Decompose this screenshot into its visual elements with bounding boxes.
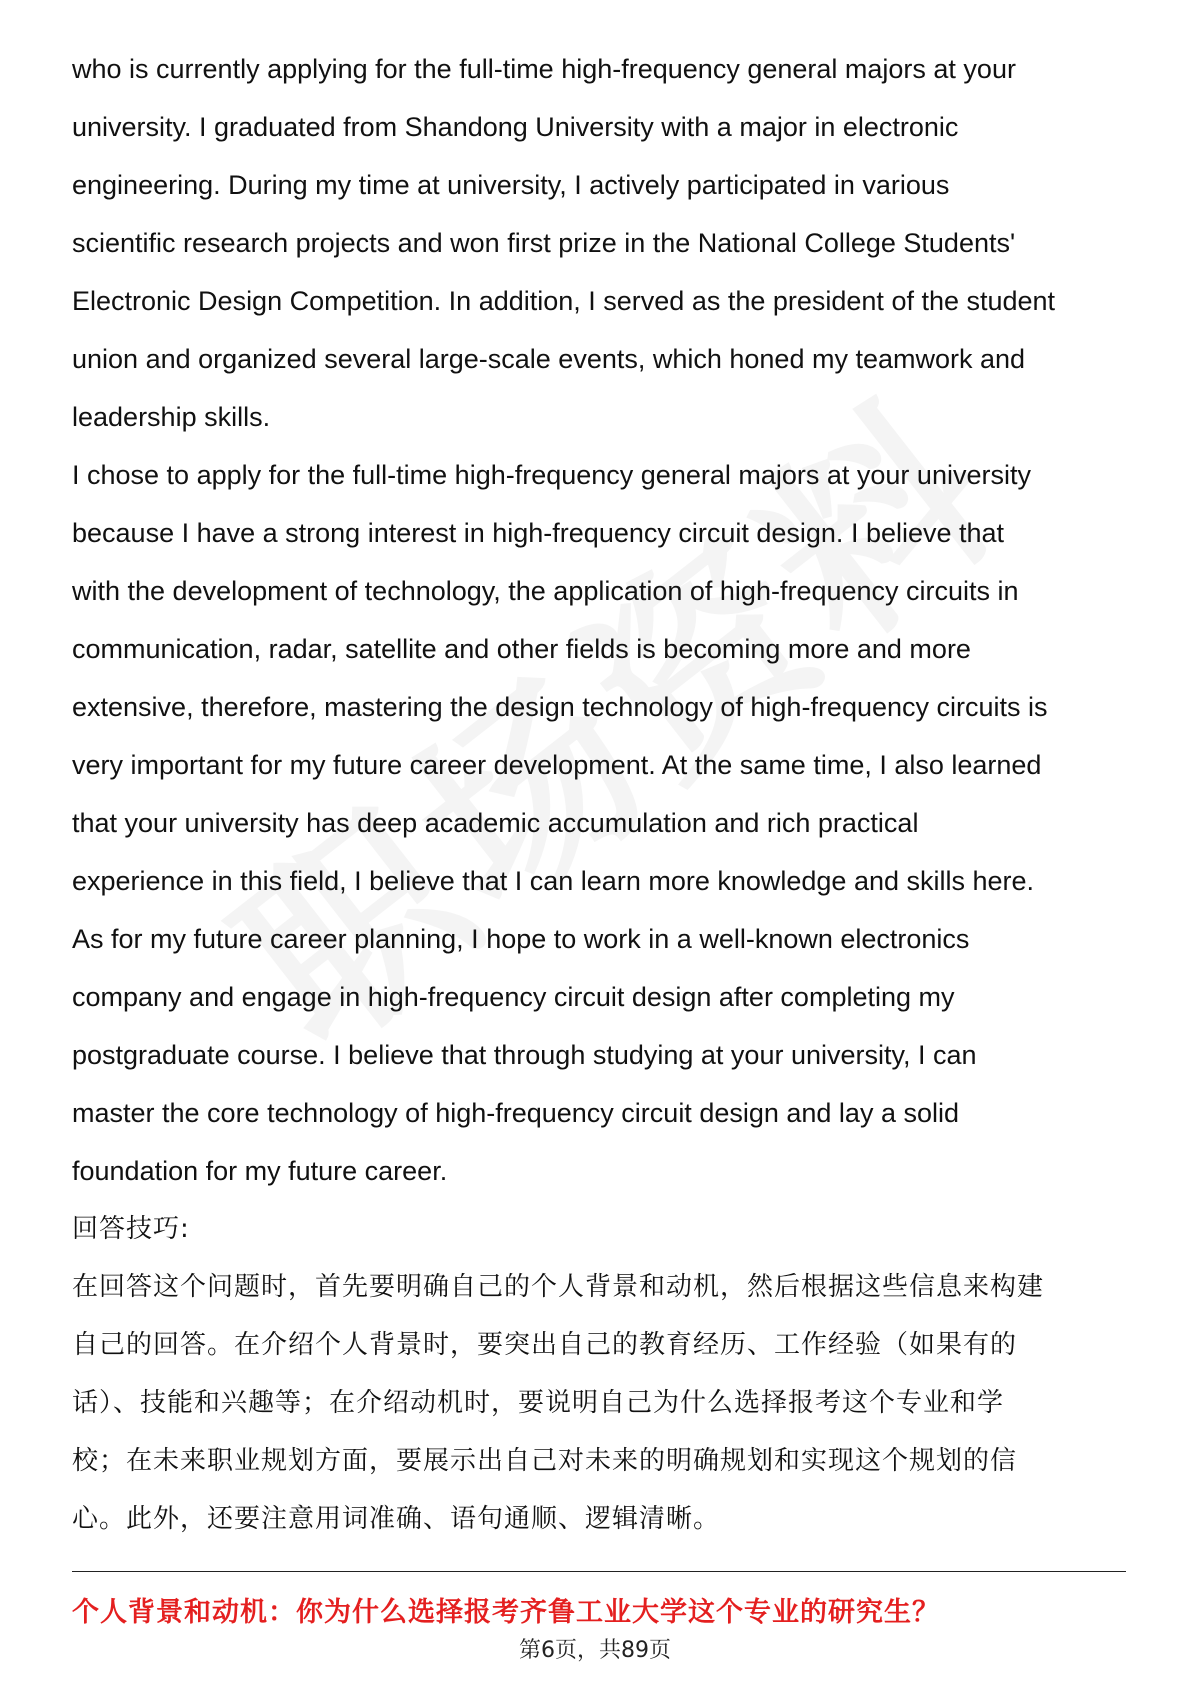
- document-body: [72, 40, 1132, 1548]
- paragraph-line: engineering. During my time at university, I actively participated in various: [72, 170, 950, 200]
- paragraph-line: communication, radar, satellite and other fields is becoming more and more: [72, 634, 971, 664]
- paragraph-line: foundation for my future career.: [72, 1156, 448, 1186]
- next-question-heading: 个人背景和动机：你为什么选择报考齐鲁工业大学这个专业的研究生？: [72, 1597, 940, 1628]
- paragraph-line: company and engage in high-frequency circuit design after completing my: [72, 982, 955, 1012]
- paragraph-line: As for my future career planning, I hope to work in a well-known electronics: [72, 924, 970, 954]
- paragraph-line: with the development of technology, the application of high-frequency circuits in: [72, 576, 1019, 606]
- tips-line: 心。此外，还要注意用词准确、语句通顺、逻辑清晰。: [72, 1504, 721, 1534]
- page-footer: 第6页，共89页: [519, 1638, 671, 1663]
- paragraph-line: extensive, therefore, mastering the design technology of high-frequency circuits is: [72, 692, 1048, 722]
- paragraph-line: that your university has deep academic accumulation and rich practical: [72, 808, 919, 838]
- paragraph-line: very important for my future career development. At the same time, I also learned: [72, 750, 1042, 780]
- paragraph-line: who is currently applying for the full-time high-frequency general majors at your: [72, 54, 1016, 84]
- paragraph-line: postgraduate course. I believe that through studying at your university, I can: [72, 1040, 977, 1070]
- paragraph-line: Electronic Design Competition. In addition, I served as the president of the student: [72, 286, 1056, 316]
- tips-line: 话）、技能和兴趣等；在介绍动机时，要说明自己为什么选择报考这个专业和学: [72, 1388, 1005, 1418]
- paragraph-line: experience in this field, I believe that I can learn more knowledge and skills here.: [72, 866, 1035, 896]
- paragraph-line: union and organized several large-scale events, which honed my teamwork and: [72, 344, 1026, 374]
- tips-heading: 回答技巧:: [72, 1214, 190, 1244]
- paragraph-line: I chose to apply for the full-time high-frequency general majors at your university: [72, 460, 1031, 490]
- paragraph-line: scientific research projects and won first prize in the National College Students': [72, 228, 1016, 258]
- paragraph-line: university. I graduated from Shandong University with a major in electronic: [72, 112, 959, 142]
- paragraph-line: master the core technology of high-frequency circuit design and lay a solid: [72, 1098, 959, 1128]
- tips-line: 自己的回答。在介绍个人背景时，要突出自己的教育经历、工作经验（如果有的: [72, 1330, 1018, 1360]
- paragraph-line: leadership skills.: [72, 402, 271, 432]
- tips-line: 校；在未来职业规划方面，要展示出自己对未来的明确规划和实现这个规划的信: [72, 1446, 1018, 1476]
- paragraph-line: because I have a strong interest in high-frequency circuit design. I believe that: [72, 518, 1005, 548]
- section-divider: [72, 1571, 1126, 1572]
- tips-line: 在回答这个问题时，首先要明确自己的个人背景和动机，然后根据这些信息来构建: [72, 1272, 1045, 1302]
